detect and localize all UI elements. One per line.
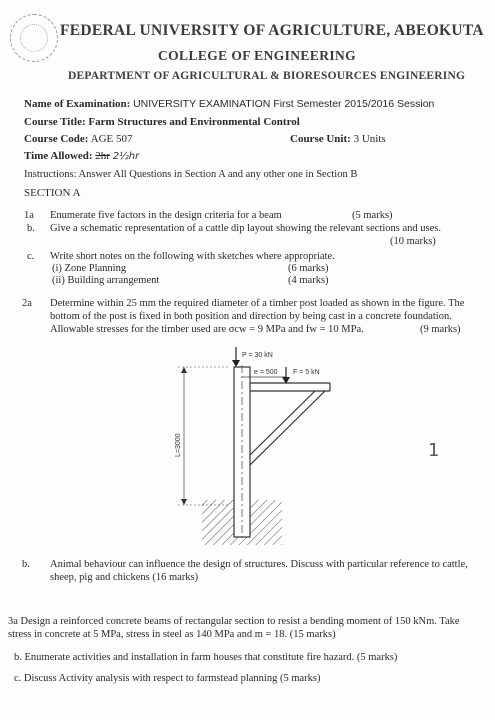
q3c: c. Discuss Activity analysis with respect to farmstead planning (5 marks) bbox=[14, 673, 321, 684]
instructions: Instructions: Answer All Questions in Section A and any other one in Section B bbox=[24, 169, 358, 180]
course-title-line bbox=[24, 116, 300, 128]
college-name: COLLEGE OF ENGINEERING bbox=[158, 48, 357, 63]
course-code-value: AGE 507 bbox=[90, 133, 133, 145]
q1c-ii: (ii) Building arrangement bbox=[52, 275, 160, 286]
q3b: b. Enumerate activities and installation in farm houses that constitute fire hazard. (5 marks) bbox=[14, 652, 398, 663]
course-code-line bbox=[24, 133, 132, 145]
q2b-line-2: sheep, pig and chickens (16 marks) bbox=[50, 572, 199, 583]
university-name: FEDERAL UNIVERSITY OF AGRICULTURE, ABEOKUTA bbox=[60, 22, 484, 39]
exam-name-label: Name of Examination: bbox=[24, 98, 131, 110]
q1a-number: 1a bbox=[24, 210, 34, 221]
course-unit-label: Course Unit: bbox=[290, 133, 351, 145]
q2a-line-2: bottom of the post is fixed in both position and direction by being cast in a concrete foundation. bbox=[50, 311, 452, 322]
course-unit-value: 3 Units bbox=[353, 133, 386, 145]
timber-post-figure bbox=[150, 345, 390, 550]
q1a-marks: (5 marks) bbox=[352, 210, 393, 221]
load-p-label: P = 30 kN bbox=[242, 352, 273, 359]
section-heading: SECTION A bbox=[24, 187, 81, 199]
load-f-label: F = 5 kN bbox=[293, 369, 320, 376]
q1b-number: b. bbox=[27, 223, 35, 234]
course-unit-line bbox=[290, 133, 386, 145]
q1c-text: Write short notes on the following with sketches where appropriate. bbox=[50, 251, 335, 262]
q1c-i-marks: (6 marks) bbox=[288, 263, 329, 274]
height-label: L=3000 bbox=[175, 433, 182, 457]
q1a-text: Enumerate five factors in the design criteria for a beam bbox=[50, 210, 282, 221]
exam-name-line bbox=[24, 98, 434, 110]
course-title-label: Course Title: bbox=[24, 116, 86, 128]
q3a-line-2: stress in concrete at 5 MPa, stress in steel as 140 MPa and m = 18. (15 marks) bbox=[8, 629, 336, 640]
q1c-number: c. bbox=[27, 251, 35, 262]
university-logo bbox=[10, 14, 58, 62]
q3a-line-1: 3a Design a reinforced concrete beams of rectangular section to resist a bending moment of 150 kNm. Take bbox=[8, 616, 460, 627]
q2a-line-1: Determine within 25 mm the required diameter of a timber post loaded as shown in the figure. The bbox=[50, 298, 465, 309]
q2b-line-1: Animal behaviour can influence the design of structures. Discuss with particular reference to cattle, bbox=[50, 559, 468, 570]
time-struck-value: 2hr bbox=[95, 150, 110, 162]
eccentricity-label: e = 500 bbox=[254, 369, 278, 376]
q1c-ii-marks: (4 marks) bbox=[288, 275, 329, 286]
exam-name-value: UNIVERSITY EXAMINATION First Semester 2015/2016 Session bbox=[133, 98, 435, 110]
q2a-marks: (9 marks) bbox=[420, 324, 461, 335]
time-allowed-line bbox=[24, 150, 139, 162]
time-handwritten-value: 2½hr bbox=[112, 151, 140, 162]
q2a-line-3: Allowable stresses for the timber used are σcw = 9 MPa and fw = 10 MPa. bbox=[50, 324, 364, 335]
q1b-text: Give a schematic representation of a cattle dip layout showing the relevant sections and uses. bbox=[50, 223, 441, 234]
diagonal-brace bbox=[250, 391, 315, 455]
department-name: DEPARTMENT OF AGRICULTURAL & BIORESOURCES ENGINEERING bbox=[68, 70, 466, 82]
margin-handwritten-mark: 1 bbox=[428, 440, 440, 461]
time-allowed-label: Time Allowed: bbox=[24, 150, 93, 162]
q2a-number: 2a bbox=[22, 298, 32, 309]
q2b-number: b. bbox=[22, 559, 30, 570]
q1c-i: (i) Zone Planning bbox=[52, 263, 127, 274]
q1b-marks: (10 marks) bbox=[390, 236, 436, 247]
course-title-value: Farm Structures and Environmental Control bbox=[88, 116, 300, 128]
course-code-label: Course Code: bbox=[24, 133, 89, 145]
